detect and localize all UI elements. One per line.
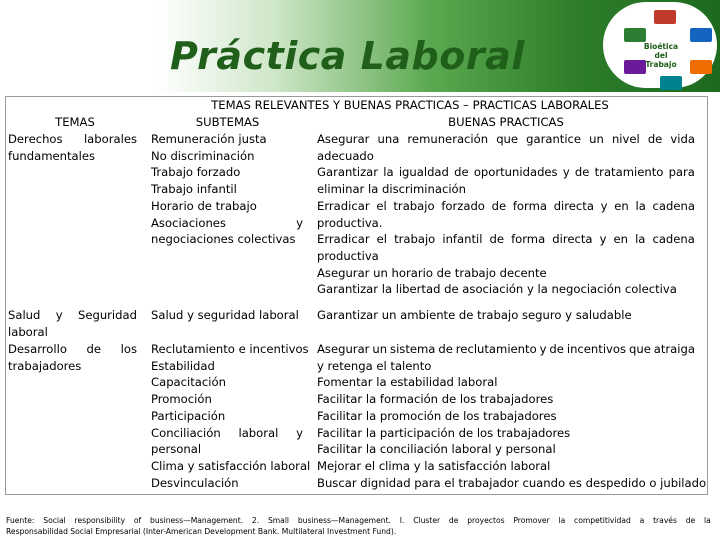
word: de bbox=[438, 342, 453, 356]
row3-practicas bbox=[317, 341, 707, 491]
word: trabajo bbox=[394, 232, 436, 247]
practica-line: Facilitar la conciliación laboral y personal bbox=[317, 442, 556, 457]
subtema-line: Capacitación bbox=[151, 375, 226, 390]
word: Erradicar bbox=[317, 198, 370, 213]
word: la bbox=[383, 165, 394, 180]
footer-word: la bbox=[558, 516, 566, 525]
subtema-line: Reclutamiento e incentivos bbox=[151, 342, 309, 356]
practica-line: eliminar la discriminación bbox=[317, 182, 466, 197]
tema-line bbox=[8, 307, 137, 324]
practica-line: adecuado bbox=[317, 148, 374, 163]
header-buenas-practicas bbox=[316, 114, 696, 131]
diagram-center-label: Bioética del Trabajo bbox=[643, 42, 679, 69]
table-title bbox=[120, 97, 700, 114]
word: de bbox=[489, 232, 504, 247]
word: atraiga bbox=[653, 342, 695, 356]
word: la bbox=[635, 232, 646, 247]
word: cadena bbox=[652, 232, 695, 247]
row2-practicas bbox=[317, 307, 695, 324]
subtema-line: Trabajo infantil bbox=[151, 182, 237, 197]
tema-line: laboral bbox=[8, 324, 48, 339]
practica-line bbox=[317, 231, 695, 248]
word: Conciliación bbox=[151, 425, 221, 440]
word: que bbox=[628, 342, 651, 356]
footer-word: de bbox=[685, 516, 696, 525]
source-footer bbox=[6, 515, 711, 537]
subtema-line: personal bbox=[151, 442, 202, 457]
practica-line: y retenga el talento bbox=[317, 358, 432, 373]
footer-word: Fuente: bbox=[6, 516, 35, 525]
word: trabajo bbox=[393, 198, 435, 213]
practica-line: Facilitar la participación de los trabajadores bbox=[317, 425, 571, 440]
word: forma bbox=[512, 198, 547, 213]
footer-line-2: Responsabilidad Social Empresarial (Inter-American Development Bank. Multilateral Investment Fund). bbox=[6, 527, 397, 536]
word: tratamiento bbox=[594, 165, 664, 180]
word: una bbox=[377, 132, 400, 146]
row3-subtemas bbox=[151, 341, 311, 491]
word: en bbox=[613, 232, 628, 247]
word: para bbox=[668, 165, 695, 180]
footer-word: responsibility bbox=[74, 516, 126, 525]
tema-line: fundamentales bbox=[8, 148, 96, 163]
subtema-line: Trabajo forzado bbox=[151, 165, 241, 180]
practica-line: Asegurar un horario de trabajo decente bbox=[317, 265, 547, 280]
word: y bbox=[539, 342, 547, 356]
word: y bbox=[599, 232, 607, 247]
word: directa bbox=[552, 232, 593, 247]
word: de bbox=[574, 165, 590, 180]
header-temas bbox=[8, 114, 142, 131]
word: de bbox=[647, 132, 663, 146]
footer-word: la bbox=[704, 516, 711, 525]
footer-line-1 bbox=[6, 515, 711, 526]
tema-line: trabajadores bbox=[8, 358, 82, 373]
diagram-box bbox=[690, 28, 712, 42]
footer-word: de bbox=[448, 516, 459, 525]
word: Erradicar bbox=[317, 232, 370, 247]
practica-line bbox=[317, 164, 695, 181]
word: y bbox=[296, 215, 303, 230]
word: Asegurar bbox=[317, 342, 370, 356]
diagram-box bbox=[660, 76, 682, 90]
practica-line bbox=[317, 198, 695, 215]
word: la bbox=[635, 198, 646, 213]
row1-subtemas bbox=[151, 131, 303, 248]
word: remuneración bbox=[407, 132, 489, 146]
word: Asociaciones bbox=[151, 215, 226, 230]
practica-line: Garantizar la libertad de asociación y la negociación colectiva bbox=[317, 282, 677, 297]
word: de bbox=[491, 198, 507, 213]
table-title-text: TEMAS RELEVANTES Y BUENAS PRACTICAS – PRACTICAS LABORALES bbox=[211, 98, 609, 112]
subtema-line: negociaciones colectivas bbox=[151, 232, 296, 247]
subtema-line: Estabilidad bbox=[151, 358, 215, 373]
practica-line bbox=[317, 341, 695, 358]
word: y bbox=[296, 425, 303, 440]
word: laboral bbox=[238, 425, 279, 440]
footer-word: Small bbox=[267, 516, 290, 525]
footer-word: I. bbox=[399, 516, 405, 525]
row2-tema bbox=[8, 307, 137, 340]
header-subtemas bbox=[150, 114, 305, 131]
practica-line: Fomentar la estabilidad laboral bbox=[317, 375, 498, 390]
footer-word: través bbox=[653, 516, 677, 525]
word: laborales bbox=[83, 132, 137, 146]
practica-line: Facilitar la formación de los trabajadores bbox=[317, 392, 554, 407]
word: y bbox=[55, 308, 63, 322]
word: reclutamiento bbox=[455, 342, 537, 356]
diagram-box bbox=[690, 60, 712, 74]
word: incentivos bbox=[566, 342, 627, 356]
word: en bbox=[614, 198, 629, 213]
practica-line: productiva bbox=[317, 248, 379, 263]
word: Seguridad bbox=[77, 308, 137, 322]
subtema-line: No discriminación bbox=[151, 148, 255, 163]
footer-word: Cluster bbox=[413, 516, 441, 525]
word: infantil bbox=[442, 232, 483, 247]
word: y bbox=[600, 198, 608, 213]
practica-line bbox=[317, 131, 695, 148]
word: un bbox=[589, 132, 604, 146]
row3-tema bbox=[8, 341, 137, 374]
footer-word: competitividad bbox=[574, 516, 631, 525]
practica-line: Facilitar la promoción de los trabajadores bbox=[317, 408, 557, 423]
word: Salud bbox=[8, 308, 41, 322]
practica-line: productiva. bbox=[317, 215, 383, 230]
word: un bbox=[372, 342, 388, 356]
practica-line: Mejorar el clima y la satisfacción laboral bbox=[317, 458, 551, 473]
word: forzado bbox=[441, 198, 485, 213]
row2-subtemas bbox=[151, 307, 303, 324]
footer-word: Promover bbox=[513, 516, 550, 525]
subtema-line: Desvinculación bbox=[151, 475, 239, 490]
tema-line bbox=[8, 341, 137, 358]
word: garantice bbox=[526, 132, 582, 146]
footer-word: proyectos bbox=[467, 516, 505, 525]
word: de bbox=[549, 342, 564, 356]
word: nivel bbox=[611, 132, 640, 146]
word: sistema bbox=[390, 342, 436, 356]
diagram-box bbox=[654, 10, 676, 24]
word: cadena bbox=[652, 198, 695, 213]
word: el bbox=[376, 232, 388, 247]
subtema-line: Clima y satisfacción laboral bbox=[151, 458, 311, 473]
subtema-line: Remuneración justa bbox=[151, 132, 267, 146]
subtema-line: Horario de trabajo bbox=[151, 198, 257, 213]
word: Derechos bbox=[8, 132, 63, 146]
footer-word: of bbox=[133, 516, 142, 525]
subtema-line bbox=[151, 215, 303, 232]
footer-word: 2. bbox=[251, 516, 260, 525]
word: y bbox=[562, 165, 570, 180]
subtema-line: Promoción bbox=[151, 392, 212, 407]
diagram-box bbox=[624, 28, 646, 42]
subtema-line: Participación bbox=[151, 408, 226, 423]
practica-line: Garantizar un ambiente de trabajo seguro y saludable bbox=[317, 308, 632, 322]
word: vida bbox=[670, 132, 695, 146]
word: igualdad bbox=[398, 165, 449, 180]
row1-practicas bbox=[317, 131, 695, 298]
word: Desarrollo bbox=[8, 342, 67, 356]
word: de bbox=[86, 342, 102, 356]
tema-line bbox=[8, 131, 137, 148]
header-text: BUENAS PRACTICAS bbox=[448, 115, 564, 129]
word: Garantizar bbox=[317, 165, 379, 180]
word: oportunidades bbox=[473, 165, 558, 180]
page-title: Práctica Laboral bbox=[170, 34, 525, 78]
practica-line: Buscar dignidad para el trabajador cuando es despedido o jubilado bbox=[317, 475, 707, 490]
word: directa bbox=[553, 198, 594, 213]
header-text: TEMAS bbox=[55, 115, 95, 129]
footer-word: Social bbox=[43, 516, 66, 525]
word: de bbox=[454, 165, 469, 180]
footer-word: business—Management. bbox=[297, 516, 391, 525]
word: Asegurar bbox=[317, 132, 370, 146]
header-text: SUBTEMAS bbox=[195, 115, 260, 129]
word: el bbox=[376, 198, 387, 213]
subtema-line: Salud y seguridad laboral bbox=[151, 308, 299, 322]
word: los bbox=[120, 342, 137, 356]
footer-word: a bbox=[639, 516, 645, 525]
row1-tema bbox=[8, 131, 137, 164]
word: que bbox=[496, 132, 519, 146]
subtema-line bbox=[151, 425, 303, 442]
footer-word: business—Management. bbox=[150, 516, 244, 525]
word: forma bbox=[511, 232, 546, 247]
